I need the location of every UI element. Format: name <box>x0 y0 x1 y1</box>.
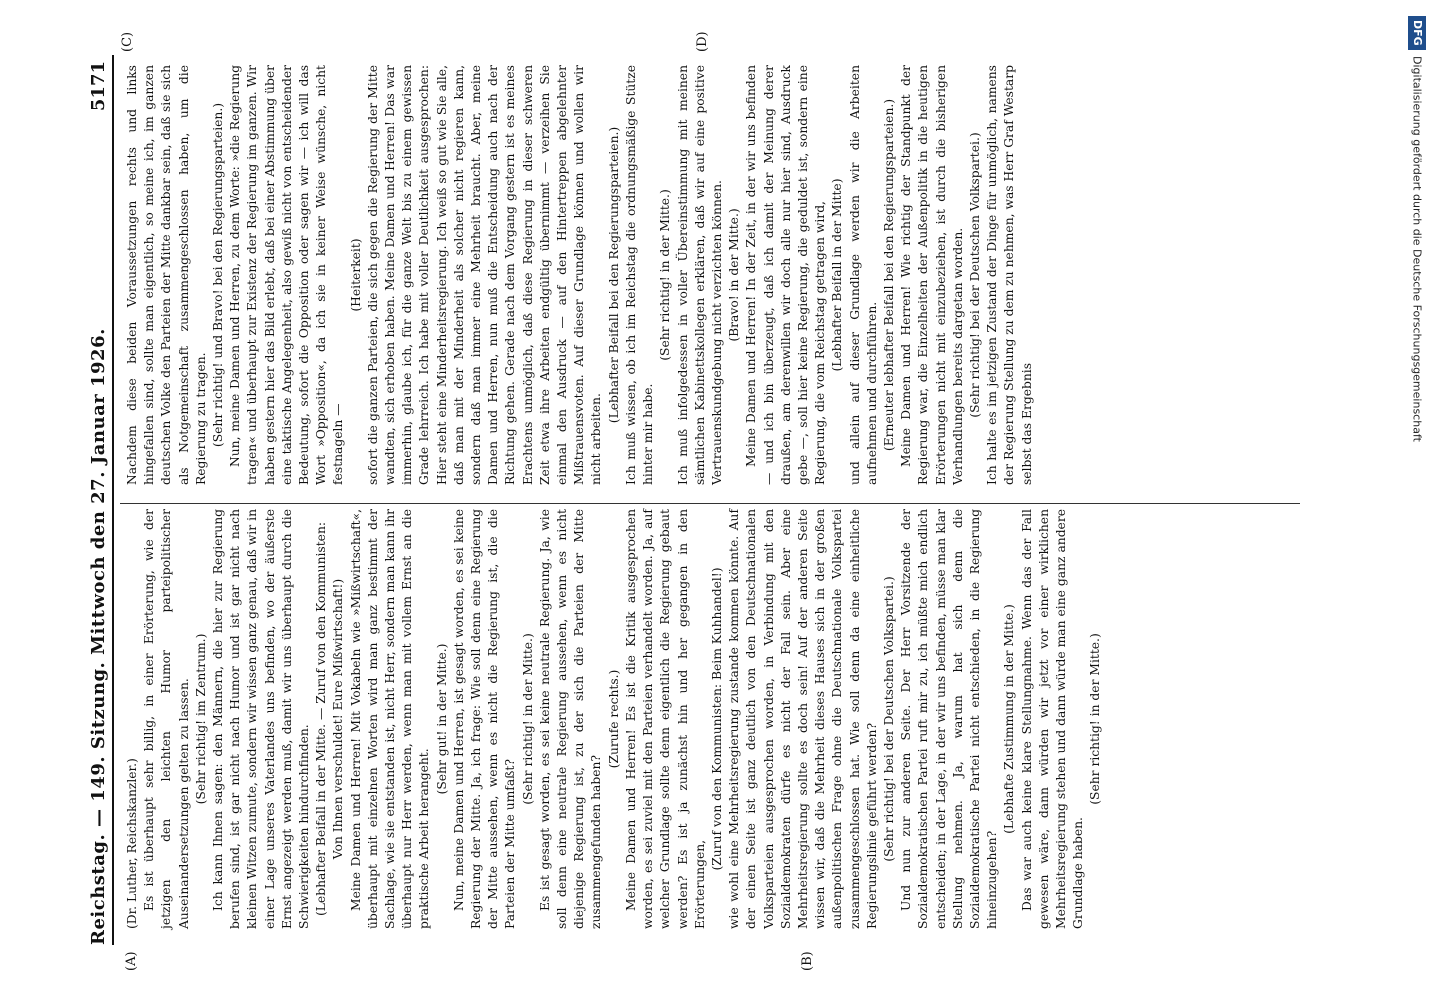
header-rule <box>112 55 114 945</box>
interjection: (Sehr gut! in der Mitte.) <box>434 643 449 795</box>
paragraph: Ich kann Ihnen sagen: den Männern, die hier zur Regierung berufen sind, ist gar nicht nach Humor und ist gar nicht nach kleinen Witzen zumute, sondern wir wissen ganz genau, daß wir in einer Lage unseres Vaterlandes uns befinden, wo der äußerste Ernst angezeigt werden muß, damit wir uns überhaupt durch die Schwierigkeiten hindurchfinden. <box>211 509 312 929</box>
margin-marker-b: (B) <box>800 951 815 971</box>
rotated-sheet-wrapper <box>80 31 1320 971</box>
header-title: Reichstag. — 149. Sitzung. Mittwoch den 27. Januar 1926. <box>88 328 109 945</box>
paragraph: (Dr. Luther, Reichskanzler.) <box>125 758 139 929</box>
paragraph: Es ist gesagt worden, es sei keine neutrale Regierung. Ja, wie soll denn eine neutrale Regierung aussehen, wenn es nicht diejenige Regierung ist, zu der sich die Parteien der Mitte zusammengefunden haben? <box>537 509 604 929</box>
paragraph: sofort die ganzen Parteien, die sich gegen die Regierung der Mitte wandten, sich erhoben haben. Meine Damen und Herren! Das war immerhin, glaube ich, für die ganze Welt bis zu einem gewissen Grade lehrreich. Ich habe mit voller Deutlichkeit ausgesprochen: Hier steht eine Minderheitsregierung. Ich weiß so gut wie Sie alle, daß man mit der Minderheit als solcher nicht regieren kann, sondern daß man immer eine Mehrheit braucht. Aber, meine Damen und Herren, nun muß die Entscheidung auch nach der Richtung gehen. Gerade nach dem Vorgang gestern ist es meines Erachtens unmöglich, daß diese Regierung in dieser schweren Zeit etwa ihre Arbeiten endgültig übernimmt — verzeihen Sie einmal den Ausdruck — auf den Hintertreppen abgelehnter Mißtrauensvoten. Auf dieser Grundlage können und wollen wir nicht arbeiten. <box>365 65 604 485</box>
paragraph: Meine Damen und Herren! Es ist die Kritik ausgesprochen worden, es sei zuviel mit den Parteien verhandelt worden. Ja, auf welcher Grundlage sollte denn eigentlich die Regierung gebaut werden? Es ist ja zunächst hin und her gegangen in den Erörterungen, <box>623 509 707 929</box>
interjection: (Sehr richtig! in der Mitte.) <box>1088 633 1103 805</box>
interjection: (Sehr richtig! in der Mitte.) <box>658 189 673 361</box>
paragraph: Ich muß wissen, ob ich im Reichstag die ordnungsmäßige Stütze hinter mir habe. <box>623 65 656 485</box>
margin-marker-c: (C) <box>120 31 135 52</box>
paragraph: und allein auf dieser Grundlage werden wir die Arbeiten aufnehmen und durchführen. <box>847 65 879 485</box>
running-header <box>80 55 114 945</box>
paragraph: Nun, meine Damen und Herren, zu dem Worte: »die Regierung tragen« und überhaupt zur Existenz der Regierung im ganzen. Wir haben gestern hier das Bild erlebt, daß bei einer Abstimmung über eine taktische Angelegenheit, also gewiß nicht von entscheidender Bedeutung, sofort die Opposition oder sagen wir — ich will das Wort »Opposition«, da ich sie in keiner Weise wünsche, nicht festnageln — <box>228 65 346 485</box>
paragraph: Ich muß infolgedessen in voller Übereinstimmung mit meinen sämtlichen Kabinettskollegen erklären, daß wir auf eine positive Vertrauenskundgebung nicht verzichten können. <box>675 65 724 485</box>
text-column-left <box>124 509 1105 929</box>
interjection: (Erneuter lebhafter Beifall bei den Regierungsparteien.) <box>881 98 896 452</box>
credit-strip <box>1402 8 1432 994</box>
paragraph: Das war auch keine klare Stellungnahme. Wenn das der Fall gewesen wäre, dann würden wir jetzt vor einer wirklichen Mehrheitsregierung stehen und dann würde man eine ganz andere Grundlage haben. <box>1019 509 1086 929</box>
interjection: (Sehr richtig! und Bravo! bei den Regierungsparteien.) <box>211 102 226 448</box>
paragraph: Nachdem diese beiden Voraussetzungen rechts und links hingefallen sind, sollte man eigentlich, so meine ich, im ganzen deutschen Volke den Parteien der Mitte dankbar sein, daß sie sich als Notgemeinschaft zusammengeschlossen haben, um die Regierung zu tragen. <box>125 65 208 485</box>
text-column-right <box>124 65 1036 485</box>
paragraph: Meine Damen und Herren! Wie richtig der Standpunkt der Regierung war, die Einzelheiten der Außenpolitik in die heutigen Erörterungen nicht mit einzubeziehen, ist durch die bisherigen Verhandlungen bereits dargetan worden. <box>899 65 965 485</box>
paragraph: Meine Damen und Herren! In der Zeit, in der wir uns befinden — und ich bin überzeugt, daß ich damit der Meinung derer draußen, am derenwillen wir doch alle nur hier sind, Ausdruck gebe —, soll hier keine Regierung, die geduldet ist, sondern eine Regierung, die vom Reichstag getragen wird, <box>744 65 828 485</box>
interjection: (Sehr richtig! bei der Deutschen Volkspartei.) <box>967 132 982 418</box>
interjection: (Sehr richtig! bei der Deutschen Volkspartei.) <box>881 576 896 862</box>
interjection: (Zurufe rechts.) <box>606 669 621 769</box>
interjection: (Lebhafter Beifall in der Mitte) <box>830 178 845 372</box>
interjection: (Zuruf von den Kommunisten: Beim Kuhhandel!) <box>709 567 724 871</box>
interjection: (Sehr richtig! im Zentrum.) <box>193 633 208 805</box>
paragraph: Ich halte es im jetzigen Zustand der Dinge für unmöglich, namens der Regierung Stellung zu dem zu nehmen, was Herr Graf Westarp selbst das Ergebnis <box>985 65 1034 485</box>
credit-text: Digitalisierung gefördert durch die Deutsche Forschungsgemeinschaft <box>1410 56 1424 442</box>
interjection: (Lebhafter Beifall in der Mitte. — Zuruf von den Kommunisten: Von Ihnen verschuldet! Eure Mißwirtschaft!) <box>314 521 346 917</box>
interjection: (Sehr richtig! in der Mitte.) <box>520 633 535 805</box>
interjection: (Lebhafte Zustimmung in der Mitte.) <box>1002 604 1017 834</box>
printed-page <box>80 31 1320 971</box>
paragraph: wie wohl eine Mehrheitsregierung zustande kommen könnte. Auf der einen Seite ist ganz deutlich von den Deutschnationalen Volksparteien ausgesprochen worden, in Verbindung mit den Sozialdemokraten dürfe es nicht der Fall sein. Aber eine Mehrheitsregierung sollte es doch sein! Auf der anderen Seite wissen wir, daß die Mehrheit dieses Hauses sich in der großen außenpolitischen Frage ohne die Deutschnationale Volkspartei zusammengeschlossen hat. Wie soll denn da eine einheitliche Regierungslinie geführt werden? <box>727 509 879 929</box>
interjection: (Lebhafter Beifall bei den Regierungsparteien.) <box>606 126 621 424</box>
column-divider <box>120 503 1300 504</box>
paragraph: Nun, meine Damen und Herren, ist gesagt worden, es sei keine Regierung der Mitte. Ja, ich frage: Wie soll denn eine Regierung der Mitte aussehen, wenn es nicht die Regierung ist, die die Parteien der Mitte umfaßt? <box>451 509 518 929</box>
paragraph: Und nun zur anderen Seite. Der Herr Vorsitzende der Sozialdemokratischen Partei ruft mir zu, ich müßte mich endlich entscheiden; in der Lage, in der wir uns befinden, müsse man klar Stellung nehmen. Ja, warum hat sich denn die Sozialdemokratische Partei nicht entschieden, in die Regierung hineinzugehen? <box>899 509 1000 929</box>
dfg-logo-icon: DFG <box>1408 16 1426 50</box>
paragraph: Es ist überhaupt sehr billig, in einer Erörterung, wie der jetzigen den leichten Humor parteipolitischer Auseinandersetzungen gelten zu lassen. <box>142 509 191 929</box>
margin-marker-d: (D) <box>695 31 710 52</box>
interjection: (Heiterkeit) <box>348 238 363 312</box>
paragraph: Meine Damen und Herren! Mit Vokabeln wie »Mißwirtschaft«, überhaupt mit einzelnen Worten wird man ganz bestimmt der Sachlage, wie sie entstanden ist, nicht Herr, sondern man kann ihr überhaupt nur Herr werden, wenn man mit vollem Ernst an die praktische Arbeit herangeht. <box>348 509 432 929</box>
page-number: 5171 <box>88 61 109 112</box>
interjection: (Bravo! in der Mitte.) <box>727 208 742 342</box>
margin-marker-a: (A) <box>124 951 139 971</box>
